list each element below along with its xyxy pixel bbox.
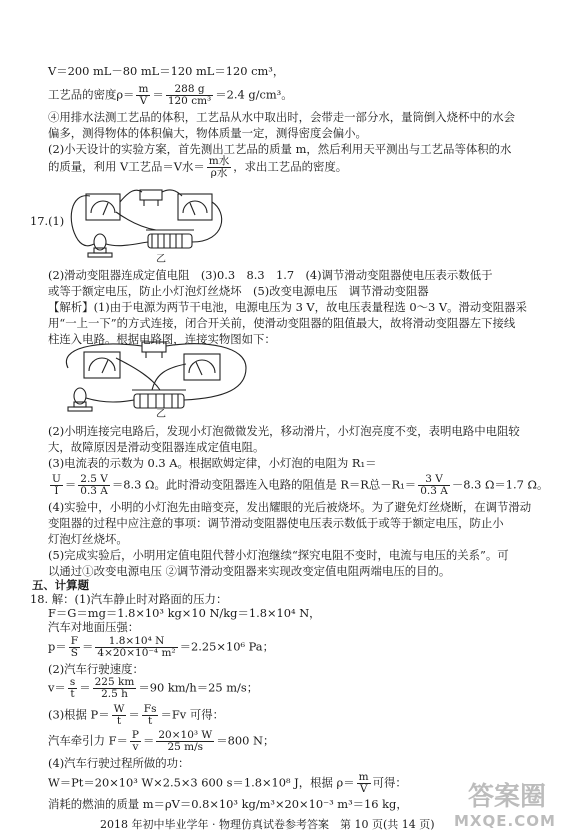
text-line: 偏多，测得物体的体积偏大，物体质量一定，测得密度会偏小。 bbox=[48, 126, 367, 140]
solution-line: 消耗的燃油的质量 m＝ρV＝0.8×10³ kg/m³×20×10⁻³ m³＝16 kg， bbox=[48, 797, 408, 811]
solution-line: (4)汽车行驶过程所做的功： bbox=[48, 756, 190, 770]
answer-line: (2)滑动变阻器连成定值电阻 (3)0.3 8.3 1.7 (4)调节滑动变阻器使电压表示数低于 bbox=[48, 268, 493, 282]
answer-line: 或等于额定电压，防止小灯泡灯丝烧坏 (5)改变电源电压 调节滑动变阻器 bbox=[48, 284, 429, 298]
formula-line: (3)根据 P＝ $\frac{W}{t}$ ＝ $\frac{Fs}{t}$ ＝Fv 可得： bbox=[48, 703, 225, 727]
question-number: 17.(1) bbox=[30, 214, 65, 228]
analysis-line: 【解析】(1)由于电源为两节干电池，电源电压为 3 V，故电压表量程选 0～3 V。滑动变阻器采 bbox=[48, 300, 527, 314]
formula-line: 汽车牵引力 F＝ $\frac{P}{v}$ ＝ $\frac{\text{20×10³ W}}{25 m/s}$ ＝800 N； bbox=[48, 729, 275, 753]
analysis-line: (4)实验中，小明的小灯泡先由暗变亮，发出耀眼的光后被烧坏。为了避免灯丝烧断，在调节滑动 bbox=[48, 500, 532, 514]
solution-line: (2)汽车行驶速度： bbox=[48, 662, 144, 676]
circuit-diagram-1 bbox=[60, 182, 230, 264]
analysis-line: (2)小明连接完电路后，发现小灯泡微微发光，移动滑片，小灯泡亮度不变，表明电路中电阻较 bbox=[48, 424, 520, 438]
circuit-diagram-2 bbox=[56, 338, 256, 418]
formula-line: $\frac{U}{I}$ ＝ $\frac{2.5 V}{0.3 A}$ ＝8.3 Ω。此时滑动变阻器连入电路的阻值是 R＝R总－R₁＝ $\frac{3 V}{0.3 A}$ －8.3 Ω＝1.7 Ω。 bbox=[52, 473, 549, 497]
section-heading: 五、计算题 bbox=[32, 578, 89, 592]
analysis-line: 大，故障原因是滑动变阻器连成定值电阻。 bbox=[48, 440, 265, 454]
watermark-logo: 答案圈 bbox=[468, 782, 547, 812]
svg-text:乙: 乙 bbox=[156, 409, 166, 418]
solution-line: 汽车对地面压强： bbox=[48, 620, 140, 634]
page-footer: 2018 年初中毕业学年 · 物理仿真试卷参考答案 第 10 页(共 14 页) bbox=[100, 818, 435, 831]
formula-line: p＝ $\frac{F}{S}$ ＝ $\frac{\text{1.8×10⁴ N}}{\text{4×20×10⁻⁴ m²}}$ ＝2.25×10⁶ Pa； bbox=[48, 635, 274, 659]
solution-line: 18. 解：(1)汽车静止时对路面的压力： bbox=[30, 592, 228, 606]
analysis-line: 用“一上一下”的方式连接，闭合开关前，使滑动变阻器的阻值最大，故将滑动变阻器左下接线 bbox=[48, 316, 516, 330]
svg-text:乙: 乙 bbox=[156, 254, 166, 264]
formula-line: v＝ $\frac{s}{t}$ ＝ $\frac{225 km}{2.5 h}$ ＝90 km/h＝25 m/s； bbox=[48, 676, 259, 700]
text-line: ④用排水法测工艺品的体积，工艺品从水中取出时，会带走一部分水，量筒倒入烧杯中的水会 bbox=[48, 110, 516, 124]
analysis-line: 灯泡灯丝烧坏。 bbox=[48, 532, 128, 546]
formula-line: 的质量，利用 V工艺品＝V水＝ $\frac{\text{m水}}{\text{ρ水}}$ ，求出工艺品的密度。 bbox=[48, 155, 348, 179]
analysis-line: 变阻器的过程中应注意的事项：调节滑动变阻器使电压表示数低于或等于额定电压，防止小 bbox=[48, 516, 504, 530]
analysis-line: (3)电流表的示数为 0.3 A。根据欧姆定律，小灯泡的电阻为 R₁＝ bbox=[48, 456, 377, 470]
analysis-line: 以通过①改变电源电压 ②调节滑动变阻器来实现改变定值电阻两端电压的目的。 bbox=[48, 564, 451, 578]
watermark-url: MXQE.COM bbox=[454, 812, 556, 830]
text-line: V＝200 mL－80 mL＝120 mL＝120 cm³， bbox=[48, 64, 285, 78]
formula-line: W＝Pt＝20×10³ W×2.5×3 600 s＝1.8×10⁸ J，根据 ρ＝ $\frac{m}{V}$ 可得： bbox=[48, 771, 407, 795]
formula-line: 工艺品的密度ρ＝ $\frac{m}{V}$ ＝ $\frac{288 g}{\text{120 cm³}}$ ＝2.4 g/cm³。 bbox=[48, 83, 293, 107]
text-line: (2)小天设计的实验方案，首先测出工艺品的质量 m，然后利用天平测出与工艺品等体积的水 bbox=[48, 142, 512, 156]
solution-line: F＝G＝mg＝1.8×10³ kg×10 N/kg＝1.8×10⁴ N， bbox=[48, 606, 321, 620]
analysis-line: 柱连入电路。根据电路图，连接实物图如下： bbox=[48, 332, 276, 346]
analysis-line: (5)完成实验后，小明用定值电阻代替小灯泡继续“探究电阻不变时，电流与电压的关系”。可 bbox=[48, 548, 509, 562]
